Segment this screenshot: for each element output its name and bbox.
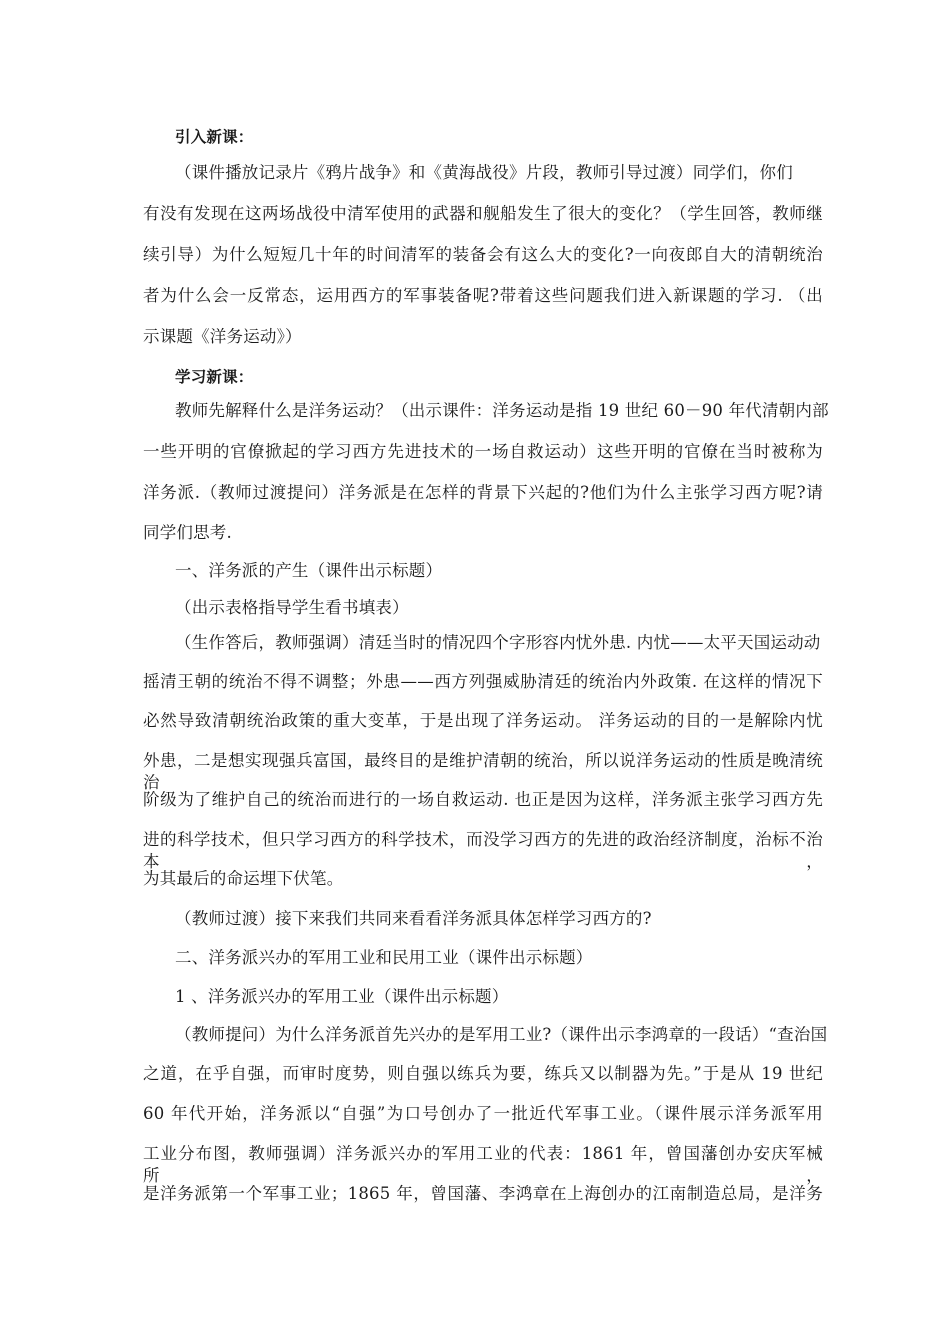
para3-line-4: 工业分布图，教师强调）洋务派兴办的军用工业的代表：1861 年，曾国藩创办安庆军械所， [143,1144,823,1185]
heading-new-lesson: 学习新课： [175,368,254,386]
para2-line-5: 阶级为了维护自己的统治而进行的一场自救运动. 也正是因为这样，洋务派主张学习西方先 [143,790,823,809]
intro-line-1: （课件播放记录片《鸦片战争》和《黄海战役》片段，教师引导过渡）同学们，你们 [175,163,793,182]
intro-line-5: 示课题《洋务运动》） [143,327,302,346]
intro-line-3: 续引导）为什么短短几十年的时间清军的装备会有这么大的变化?一向夜郎自大的清朝统治 [143,245,823,264]
para2-line-1: （生作答后，教师强调）清廷当时的情况四个字形容内忧外患. 内忧——太平天国运动动 [175,633,821,652]
section-1-note: （出示表格指导学生看书填表） [175,598,409,617]
section-2-1-title: 1 、洋务派兴办的军用工业（课件出示标题） [175,987,509,1006]
para3-line-2: 之道，在乎自强，而审时度势，则自强以练兵为要，练兵又以制器为先。”于是从 19 世纪 [143,1064,823,1083]
para1-line-3: 洋务派.（教师过渡提问）洋务派是在怎样的背景下兴起的?他们为什么主张学习西方呢?请 [143,483,823,502]
para2-line-7: 为其最后的命运埋下伏笔。 [143,869,344,888]
para1-line-2: 一些开明的官僚掀起的学习西方先进技术的一场自救运动）这些开明的官僚在当时被称为 [143,442,823,461]
intro-line-4: 者为什么会一反常态，运用西方的军事装备呢?带着这些问题我们进入新课题的学习. （出 [143,286,823,305]
para2-line-6: 进的科学技术，但只学习西方的科学技术，而没学习西方的先进的政治经济制度，治标不治本， [143,830,823,871]
transition-line: （教师过渡）接下来我们共同来看看洋务派具体怎样学习西方的? [175,909,652,928]
section-2-title: 二、洋务派兴办的军用工业和民用工业（课件出示标题） [175,948,593,967]
heading-intro: 引入新课： [175,128,254,146]
section-1-title: 一、洋务派的产生（课件出示标题） [175,561,443,580]
para2-line-3: 必然导致清朝统治政策的重大变革，于是出现了洋务运动。 洋务运动的目的一是解除内忧 [143,711,823,730]
intro-line-2: 有没有发现在这两场战役中清军使用的武器和舰船发生了很大的变化？（学生回答，教师继 [143,204,823,223]
para3-line-5: 是洋务派第一个军事工业；1865 年，曾国藩、李鸿章在上海创办的江南制造总局，是洋务 [143,1184,823,1203]
para3-line-3: 60 年代开始，洋务派以“自强”为口号创办了一批近代军事工业。（课件展示洋务派军用 [143,1104,823,1123]
para1-line-1: 教师先解释什么是洋务运动？（出示课件：洋务运动是指 19 世纪 60－90 年代清朝内部 [175,401,829,420]
para2-line-4: 外患，二是想实现强兵富国，最终目的是维护清朝的统治，所以说洋务运动的性质是晚清统治 [143,751,823,792]
para1-line-4: 同学们思考. [143,523,232,542]
para2-line-2: 摇清王朝的统治不得不调整；外患——西方列强威胁清廷的统治内外政策. 在这样的情况下 [143,672,823,691]
para3-line-1: （教师提问）为什么洋务派首先兴办的是军用工业?（课件出示李鸿章的一段话）“查治国 [175,1025,828,1044]
